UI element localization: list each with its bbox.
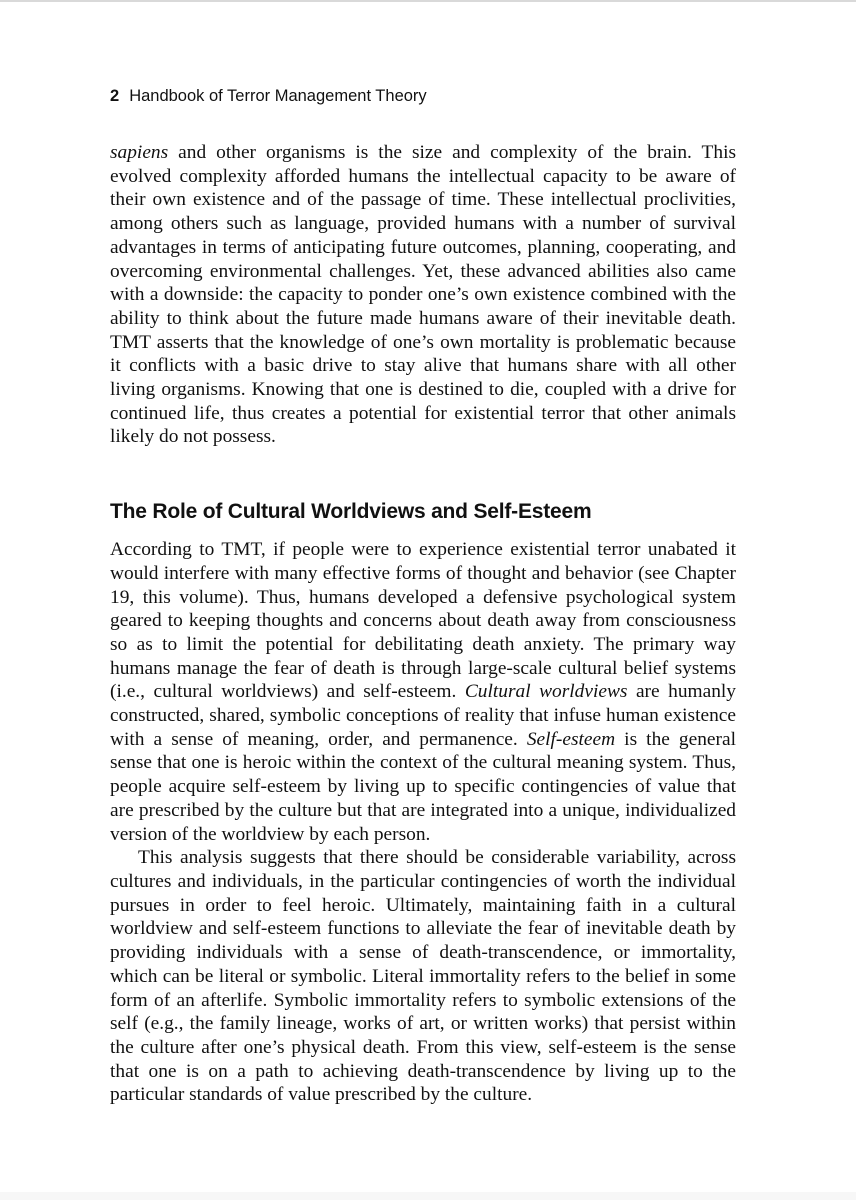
paragraph-2-text-b: are humanly constructed, shared, symbolic conceptions of reality that infuse human existence with a sense of meaning, order, and permanence.	[110, 681, 736, 750]
term-cultural-worldviews: Cultural worldviews	[464, 681, 628, 703]
italic-lead-word: sapiens	[110, 142, 169, 163]
body-paragraph-3	[110, 846, 736, 1107]
page-body	[110, 141, 736, 1107]
running-title: Handbook of Terror Management Theory	[129, 87, 427, 105]
paragraph-3-text: This analysis suggests that there should be considerable variability, across cultures and individuals, in the particular contingencies of worth the individual pursues in order to feel heroic. Ultimately, maintaining faith in a cultural worldview and self-esteem functions to alleviate the fear of inevitable death by providing individuals with a sense of death-transcendence, or immortality, which can be literal or symbolic. Literal immortality refers to the belief in some form of an afterlife. Symbolic immortality refers to symbolic extensions of the self (e.g., the family lineage, works of art, or written works) that persist within the culture after one’s physical death. From this view, self-esteem is the sense that one is on a path to achieving death-transcendence by living up to the particular standards of value prescribed by the culture.	[110, 847, 736, 1106]
page-top-border	[0, 0, 856, 2]
page-bottom-shade	[0, 1192, 856, 1200]
body-paragraph-2	[110, 538, 736, 846]
running-header	[110, 84, 740, 108]
term-self-esteem: Self-esteem	[526, 728, 616, 750]
page-number: 2	[110, 87, 120, 105]
paragraph-2-text-c: is the general sense that one is heroic within the context of the cultural meaning system. Thus, people acquire self-esteem by living up to specific contingencies of value that are prescribed by the culture but that are integrated into a unique, individualized version of the worldview by each person.	[110, 728, 736, 845]
paragraph-2-text-a: According to TMT, if people were to experience existential terror unabated it would interfere with many effective forms of thought and behavior (see Chapter 19, this volume). Thus, humans developed a defensive psychological system geared to keeping thoughts and concerns about death away from consciousness so as to limit the potential for debilitating death anxiety. The primary way humans manage the fear of death is through large-scale cultural belief systems (i.e., cultural worldviews) and self-esteem.	[110, 539, 736, 703]
body-paragraph-1	[110, 141, 736, 449]
paragraph-1-text: and other organisms is the size and complexity of the brain. This evolved complexity afforded humans the intellectual capacity to be aware of their own existence and of the passage of time. These intellectual proclivities, among others such as language, provided humans with a number of survival advantages in terms of anticipating future outcomes, planning, cooperating, and overcoming environmental challenges. Yet, these advanced abilities also came with a downside: the capacity to ponder one’s own existence combined with the ability to think about the future made humans aware of their inevitable death. TMT asserts that the knowledge of one’s own mortality is problematic because it conflicts with a basic drive to stay alive that humans share with all other living organisms. Knowing that one is destined to die, coupled with a drive for continued life, thus creates a potential for existential terror that other animals likely do not possess.	[110, 142, 736, 448]
section-heading: The Role of Cultural Worldviews and Self-Esteem	[110, 500, 592, 524]
